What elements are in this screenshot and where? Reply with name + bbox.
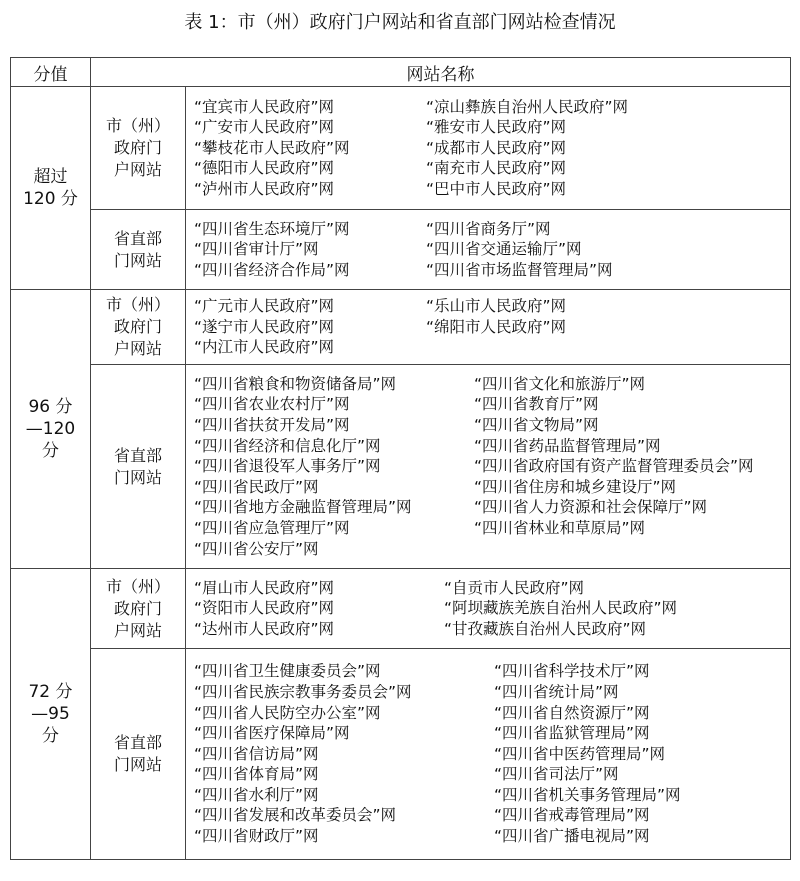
site-name: “四川省文物局”网 <box>474 416 599 435</box>
site-name: “四川省应急管理厅”网 <box>194 518 350 537</box>
type-line: 省直部 <box>113 445 162 465</box>
site-name: “四川省林业和草原局”网 <box>474 518 646 537</box>
type-line: 政府门 <box>113 138 162 157</box>
site-name: “四川省戒毒管理局”网 <box>494 806 650 825</box>
site-name: “自贡市人民政府”网 <box>444 578 585 597</box>
site-name: “德阳市人民政府”网 <box>194 159 335 178</box>
type-line: 户网站 <box>113 160 162 179</box>
sites-cell <box>186 290 791 365</box>
site-name: “甘孜藏族自治州人民政府”网 <box>444 619 647 638</box>
site-name: “四川省经济和信息化厅”网 <box>194 436 381 455</box>
table-row <box>11 87 791 210</box>
type-line: 门网站 <box>113 250 162 270</box>
site-name: “四川省商务厅”网 <box>426 219 551 238</box>
site-name: “四川省住房和城乡建设厅”网 <box>474 477 677 496</box>
site-name: “四川省监狱管理局”网 <box>494 724 650 743</box>
score-line: 分 <box>42 441 59 461</box>
table-row <box>11 365 791 569</box>
site-list <box>194 661 790 846</box>
score-cell <box>11 569 91 860</box>
site-name: “绵阳市人民政府”网 <box>426 317 567 336</box>
table-row <box>11 569 791 649</box>
type-line: 市（州） <box>105 295 170 314</box>
site-name: “宜宾市人民政府”网 <box>194 97 335 116</box>
site-name: “四川省体育局”网 <box>194 765 319 784</box>
site-name: “四川省公安厅”网 <box>194 539 319 558</box>
score-cell <box>11 290 91 569</box>
site-name: “内江市人民政府”网 <box>194 338 335 357</box>
table-row <box>11 210 791 290</box>
site-list <box>194 97 790 200</box>
site-name: “南充市人民政府”网 <box>426 159 567 178</box>
type-cell <box>91 365 186 569</box>
score-line: —120 <box>25 419 76 439</box>
score-line: —95 <box>31 704 70 724</box>
site-name: “四川省市场监督管理局”网 <box>426 260 613 279</box>
site-name: “泸州市人民政府”网 <box>194 179 335 198</box>
site-name: “巴中市人民政府”网 <box>426 179 567 198</box>
table-title: 表 1：市（州）政府门户网站和省直部门网站检查情况 <box>184 12 616 33</box>
site-name: “四川省地方金融监督管理局”网 <box>194 498 412 517</box>
type-line: 市（州） <box>105 576 170 596</box>
site-name: “四川省统计局”网 <box>494 682 619 701</box>
type-line: 政府门 <box>113 317 162 336</box>
type-cell <box>91 649 186 860</box>
site-name: “四川省财政厅”网 <box>194 827 319 846</box>
site-name: “四川省药品监督管理局”网 <box>474 436 661 455</box>
site-name: “乐山市人民政府”网 <box>426 297 567 316</box>
site-name: “广安市人民政府”网 <box>194 118 335 137</box>
type-cell <box>91 210 186 290</box>
site-name: “四川省粮食和物资储备局”网 <box>194 374 397 393</box>
sites-cell <box>186 87 791 210</box>
site-name: “四川省民族宗教事务委员会”网 <box>194 682 412 701</box>
score-line: 超过 <box>33 167 68 187</box>
site-name: “资阳市人民政府”网 <box>194 599 335 618</box>
type-line: 市（州） <box>105 116 170 135</box>
type-line: 门网站 <box>113 755 162 774</box>
site-name: “遂宁市人民政府”网 <box>194 317 335 336</box>
site-name: “四川省医疗保障局”网 <box>194 724 350 743</box>
sites-cell <box>186 649 791 860</box>
type-cell <box>91 569 186 649</box>
site-list <box>194 374 790 559</box>
score-line: 分 <box>42 726 59 746</box>
sites-cell <box>186 365 791 569</box>
site-name: “广元市人民政府”网 <box>194 297 335 316</box>
site-name: “四川省交通运输厅”网 <box>426 240 582 259</box>
site-name: “四川省信访局”网 <box>194 744 319 763</box>
type-line: 门网站 <box>113 467 162 487</box>
site-name: “达州市人民政府”网 <box>194 619 335 638</box>
type-line: 户网站 <box>113 339 162 358</box>
site-name: “四川省中医药管理局”网 <box>494 744 666 763</box>
site-name: “四川省水利厅”网 <box>194 785 319 804</box>
site-name: “凉山彝族自治州人民政府”网 <box>426 97 629 116</box>
site-name: “四川省发展和改革委员会”网 <box>194 806 397 825</box>
site-name: “眉山市人民政府”网 <box>194 578 335 597</box>
site-name: “四川省农业农村厅”网 <box>194 395 350 414</box>
site-name: “雅安市人民政府”网 <box>426 118 567 137</box>
site-list <box>194 296 790 358</box>
site-name: “四川省扶贫开发局”网 <box>194 416 350 435</box>
type-line: 省直部 <box>113 228 162 248</box>
score-line: 96 分 <box>28 397 73 417</box>
type-cell <box>91 290 186 365</box>
site-name: “四川省广播电视局”网 <box>494 827 650 846</box>
site-name: “四川省教育厅”网 <box>474 395 599 414</box>
type-line: 政府门 <box>113 598 162 618</box>
site-name: “四川省审计厅”网 <box>194 240 319 259</box>
site-name: “四川省文化和旅游厅”网 <box>474 374 646 393</box>
type-line: 户网站 <box>113 620 162 640</box>
website-inspection-table <box>10 57 791 860</box>
header-score: 分值 <box>11 58 91 87</box>
sites-cell <box>186 569 791 649</box>
site-name: “四川省民政厅”网 <box>194 477 319 496</box>
site-name: “四川省人力资源和社会保障厅”网 <box>474 498 708 517</box>
site-name: “四川省自然资源厅”网 <box>494 703 650 722</box>
type-line: 省直部 <box>113 733 162 752</box>
site-name: “四川省人民防空办公室”网 <box>194 703 381 722</box>
site-name: “成都市人民政府”网 <box>426 138 567 157</box>
table-row <box>11 649 791 860</box>
type-cell <box>91 87 186 210</box>
header-sites: 网站名称 <box>91 58 791 87</box>
site-name: “四川省卫生健康委员会”网 <box>194 662 381 681</box>
site-name: “四川省退役军人事务厅”网 <box>194 457 381 476</box>
site-name: “四川省经济合作局”网 <box>194 260 350 279</box>
site-name: “四川省科学技术厅”网 <box>494 662 650 681</box>
site-name: “阿坝藏族羌族自治州人民政府”网 <box>444 599 678 618</box>
score-line: 120 分 <box>23 189 78 209</box>
table-row <box>11 290 791 365</box>
site-name: “攀枝花市人民政府”网 <box>194 138 350 157</box>
site-list <box>194 578 790 640</box>
site-name: “四川省司法厅”网 <box>494 765 619 784</box>
score-cell <box>11 87 91 290</box>
site-list <box>194 219 790 281</box>
sites-cell <box>186 210 791 290</box>
site-name: “四川省生态环境厅”网 <box>194 219 350 238</box>
site-name: “四川省机关事务管理局”网 <box>494 785 681 804</box>
site-name: “四川省政府国有资产监督管理委员会”网 <box>474 457 754 476</box>
score-line: 72 分 <box>28 682 73 702</box>
table-header-row <box>11 58 791 87</box>
